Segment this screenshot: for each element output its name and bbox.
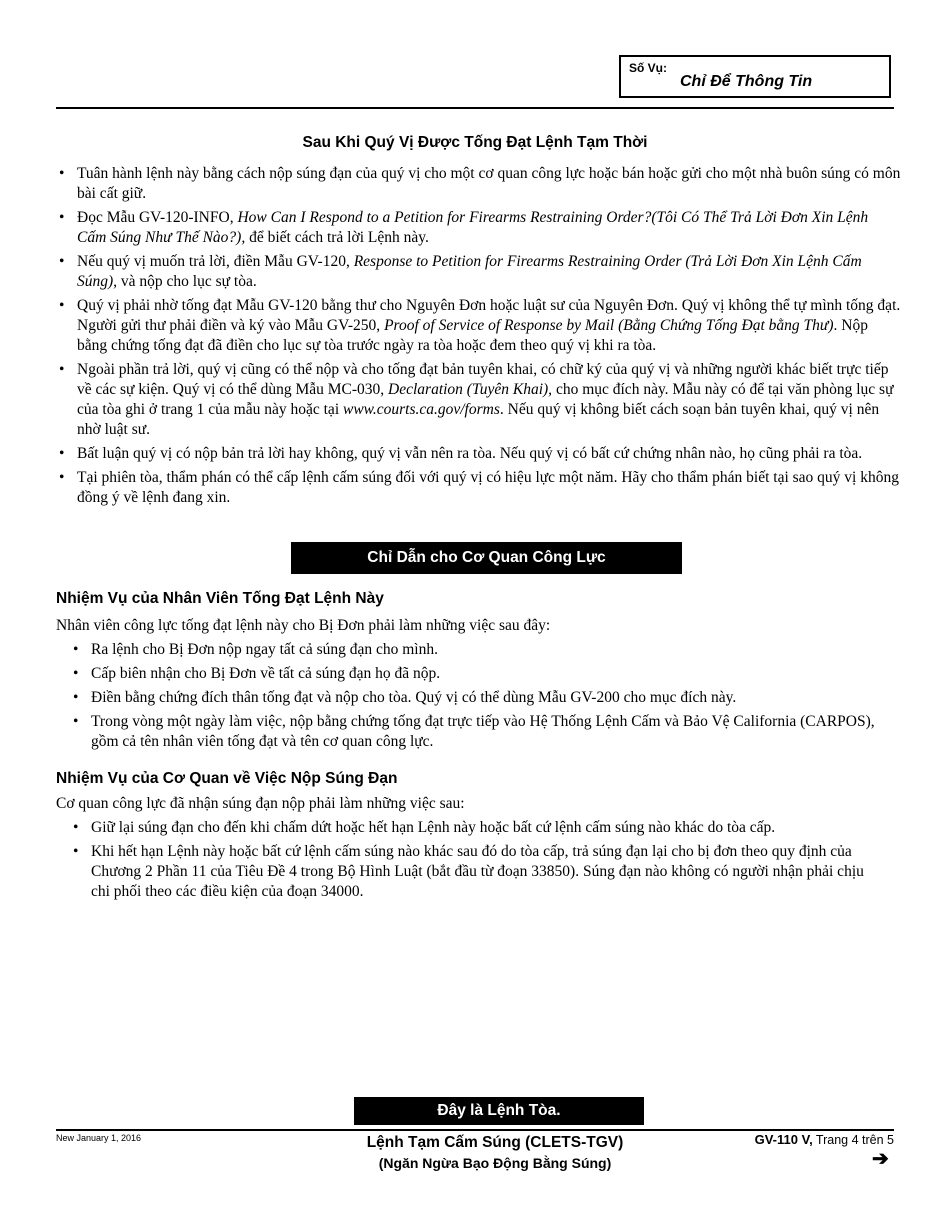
bullet-icon: • bbox=[73, 665, 79, 682]
form-title-italic: Proof of Service of Response by Mail (Bằng Chứng Tống Đạt bằng Thư) bbox=[384, 317, 834, 334]
list-item-text: . Nộp bằng chứng tống đạt đã điền cho lục sự tòa trước ngày ra tòa hoặc đem theo quý vị khi ra tòa. bbox=[77, 317, 868, 354]
section1-title: Sau Khi Quý Vị Được Tống Đạt Lệnh Tạm Thời bbox=[302, 134, 648, 151]
form-number bbox=[755, 1132, 894, 1147]
next-page-arrow-icon: ➔ bbox=[872, 1148, 889, 1170]
list-item-text: cho mục đích này. Mẫu này có để tại văn phòng lục sự của tòa ghi ở trang 1 của mẫu này hoặc tại bbox=[77, 381, 894, 418]
list-item bbox=[59, 208, 901, 248]
bullet-icon: • bbox=[59, 253, 65, 270]
list-item bbox=[59, 360, 901, 440]
list-item bbox=[59, 468, 901, 508]
list-item bbox=[73, 688, 881, 708]
bullet-icon: • bbox=[73, 843, 79, 860]
form-subtitle: (Ngăn Ngừa Bạo Động Bằng Súng) bbox=[378, 1155, 612, 1171]
list-item-text: Đọc Mẫu GV-120-INFO, bbox=[77, 209, 238, 226]
section1-list bbox=[59, 164, 901, 512]
form-title-italic: www.courts.ca.gov/forms bbox=[343, 401, 500, 418]
list-item bbox=[59, 444, 901, 464]
list-item-text: để biết cách trả lời Lệnh này. bbox=[245, 229, 429, 246]
list-item-text: Tuân hành lệnh này bằng cách nộp súng đạn của quý vị cho một cơ quan công lực hoặc bán hoặc gửi cho một nhà buôn súng có môn bài cất giữ. bbox=[77, 165, 901, 202]
law-enforcement-banner: Chỉ Dẫn cho Cơ Quan Công Lực bbox=[291, 542, 682, 574]
bullet-icon: • bbox=[59, 445, 65, 462]
bullet-icon: • bbox=[73, 641, 79, 658]
section2-intro: Nhân viên công lực tống đạt lệnh này cho Bị Đơn phải làm những việc sau đây: bbox=[56, 617, 551, 634]
list-item-text: Cấp biên nhận cho Bị Đơn về tất cả súng đạn họ đã nộp. bbox=[91, 665, 441, 682]
case-number-label: Số Vụ: bbox=[629, 61, 667, 75]
revision-date: New January 1, 2016 bbox=[56, 1133, 142, 1143]
case-number-value: Chỉ Để Thông Tin bbox=[680, 73, 813, 90]
list-item bbox=[73, 842, 881, 902]
list-item bbox=[73, 640, 881, 660]
list-item-text: Quý vị phải nhờ tống đạt Mẫu GV-120 bằng thư cho Nguyên Đơn hoặc luật sư của Nguyên Đơn. Quý vị không thể tự mình tống đạt. Người gửi thư phải điền và ký vào Mẫu GV-250, bbox=[77, 297, 901, 334]
form-title: Lệnh Tạm Cấm Súng (CLETS-TGV) bbox=[366, 1134, 624, 1151]
list-item-text: Nếu quý vị muốn trả lời, điền Mẫu GV-120, bbox=[77, 253, 354, 270]
footer-divider bbox=[56, 1129, 894, 1131]
list-item bbox=[73, 818, 881, 838]
bullet-icon: • bbox=[59, 209, 65, 226]
list-item bbox=[73, 712, 881, 752]
list-item-text: và nộp cho lục sự tòa. bbox=[117, 273, 257, 290]
list-item bbox=[73, 664, 881, 684]
list-item-text: Khi hết hạn Lệnh này hoặc bất cứ lệnh cấm súng nào khác sau đó do tòa cấp, trả súng đạn lại cho bị đơn theo quy định của Chương 2 Phần 11 của Tiêu Đề 4 trong Bộ Hình Luật (bắt đầu từ đoạn 33850). Súng đạn nào không có người nhận phải chịu chi phối theo các điều kiện của đoạn 34000. bbox=[91, 843, 864, 900]
court-order-banner: Đây là Lệnh Tòa. bbox=[354, 1097, 644, 1125]
section2-subtitle: Nhiệm Vụ của Nhân Viên Tống Đạt Lệnh Này bbox=[56, 590, 384, 607]
bullet-icon: • bbox=[73, 819, 79, 836]
section2-list bbox=[73, 640, 881, 756]
section3-subtitle: Nhiệm Vụ của Cơ Quan về Việc Nộp Súng Đạn bbox=[56, 770, 398, 787]
list-item-text: Tại phiên tòa, thẩm phán có thể cấp lệnh cấm súng đối với quý vị có hiệu lực một năm. Hãy cho thẩm phán biết tại sao quý vị không đồng ý về lệnh đang xin. bbox=[77, 469, 899, 506]
section3-list bbox=[73, 818, 881, 906]
bullet-icon: • bbox=[59, 297, 65, 314]
case-number-box bbox=[619, 55, 891, 98]
bullet-icon: • bbox=[59, 469, 65, 486]
list-item bbox=[59, 164, 901, 204]
list-item bbox=[59, 296, 901, 356]
list-item-text: Ra lệnh cho Bị Đơn nộp ngay tất cả súng đạn cho mình. bbox=[91, 641, 438, 658]
list-item-text: Trong vòng một ngày làm việc, nộp bằng chứng tống đạt trực tiếp vào Hệ Thống Lệnh Cấm và Bảo Vệ California (CARPOS), gồm cả tên nhân viên tống đạt và tên cơ quan công lực. bbox=[91, 713, 875, 750]
form-title-italic: Response to Petition for Firearms Restraining Order (Trả Lời Đơn Xin Lệnh Cấm Súng), bbox=[77, 253, 862, 290]
list-item-text: Bất luận quý vị có nộp bản trả lời hay không, quý vị vẫn nên ra tòa. Nếu quý vị có bất cứ chứng nhân nào, họ cũng phải ra tòa. bbox=[77, 445, 863, 462]
form-title-italic: Declaration (Tuyên Khai), bbox=[388, 381, 553, 398]
bullet-icon: • bbox=[73, 689, 79, 706]
page-indicator: Trang 4 trên 5 bbox=[812, 1133, 894, 1147]
header-divider bbox=[56, 107, 894, 109]
bullet-icon: • bbox=[59, 361, 65, 378]
list-item-text: . Nếu quý vị không biết cách soạn bản tuyên khai, quý vị nên nhờ luật sư. bbox=[77, 401, 880, 438]
list-item-text: Điền bằng chứng đích thân tống đạt và nộp cho tòa. Quý vị có thể dùng Mẫu GV-200 cho mục đích này. bbox=[91, 689, 737, 706]
list-item-text: Ngoài phần trả lời, quý vị cũng có thể nộp và cho tống đạt bản tuyên khai, có chữ ký của quý vị và những người khác biết trực tiếp về các sự kiện. Quý vị có thể dùng Mẫu MC-030, bbox=[77, 361, 889, 398]
form-id: GV-110 V, bbox=[754, 1132, 813, 1147]
list-item-text: Giữ lại súng đạn cho đến khi chấm dứt hoặc hết hạn Lệnh này hoặc bất cứ lệnh cấm súng nào khác do tòa cấp. bbox=[91, 819, 776, 836]
bullet-icon: • bbox=[59, 165, 65, 182]
list-item bbox=[59, 252, 901, 292]
bullet-icon: • bbox=[73, 713, 79, 730]
form-title-italic: How Can I Respond to a Petition for Firearms Restraining Order?(Tôi Có Thể Trả Lời Đơn Xin Lệnh Cấm Súng Như Thế Nào?), bbox=[77, 209, 869, 246]
section3-intro: Cơ quan công lực đã nhận súng đạn nộp phải làm những việc sau: bbox=[56, 795, 465, 812]
